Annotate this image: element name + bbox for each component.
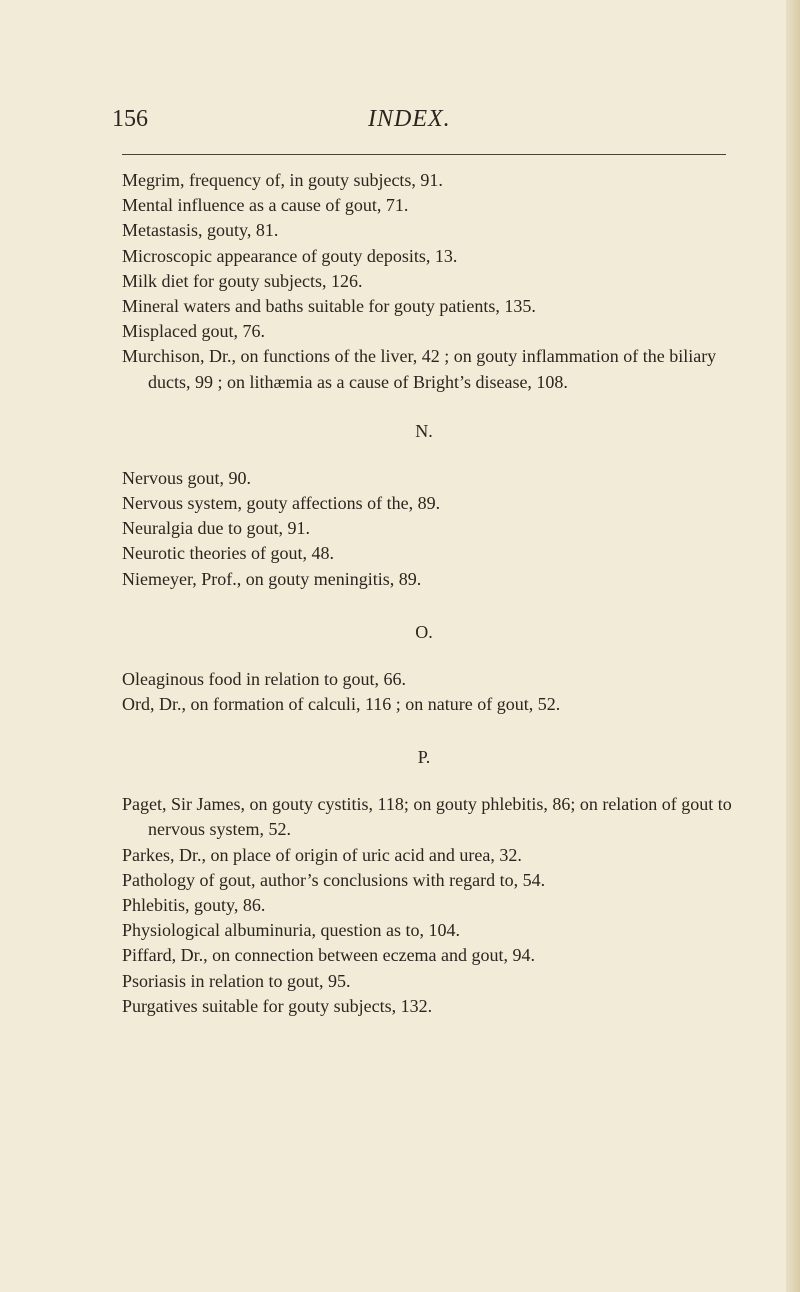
index-entry: Neurotic theories of gout, 48. [122,543,334,564]
index-entry: Misplaced gout, 76. [122,321,265,342]
index-entry: Megrim, frequency of, in gouty subjects, 91. [122,170,443,190]
index-section-n [122,419,762,592]
index-entry: Niemeyer, Prof., on gouty meningitis, 89. [122,568,422,589]
index-entry: Pathology of gout, author’s conclusions with regard to, 54. [122,869,546,890]
running-head [112,104,732,140]
index-entry: Phlebitis, gouty, 86. [122,895,266,916]
index-entry: Ord, Dr., on formation of calculi, 116 ; on nature of gout, 52. [122,694,561,715]
index-content [122,168,762,1019]
index-entry: Psoriasis in relation to gout, 95. [122,970,351,991]
section-letter-p: P. [417,747,431,768]
index-entry: Nervous system, gouty affections of the, 89. [122,493,441,514]
index-section-p [122,745,762,1019]
index-section-m [122,168,762,395]
index-entry: Paget, Sir James, on gouty cystitis, 118; on gouty phlebitis, 86; on relation of gout to nervous system, 52. [122,794,732,840]
index-entry: Milk diet for gouty subjects, 126. [122,270,363,291]
index-entry: Metastasis, gouty, 81. [122,220,279,241]
index-entry: Purgatives suitable for gouty subjects, 132. [122,995,433,1016]
index-entry: Murchison, Dr., on functions of the liver, 42 ; on gouty inflammation of the biliary ducts, 99 ; on lithæmia as a cause of Bright’s disease, 108. [122,346,717,392]
section-letter-n: N. [415,420,433,441]
index-entry: Piffard, Dr., on connection between eczema and gout, 94. [122,945,536,966]
page-title: INDEX. [368,106,451,132]
index-entry: Mental influence as a cause of gout, 71. [122,195,409,216]
index-entry: Mineral waters and baths suitable for gouty patients, 135. [122,296,536,317]
index-entry: Microscopic appearance of gouty deposits, 13. [122,245,458,266]
index-entry: Oleaginous food in relation to gout, 66. [122,668,406,689]
index-section-o [122,620,762,717]
page-number: 156 [112,106,148,132]
header-rule [122,154,726,155]
index-entry: Neuralgia due to gout, 91. [122,518,310,539]
index-entry: Nervous gout, 90. [122,467,251,488]
page-edge-shadow [786,0,800,1292]
index-entry: Parkes, Dr., on place of origin of uric acid and urea, 32. [122,844,522,865]
index-entry: Physiological albuminuria, question as to, 104. [122,920,460,941]
section-letter-o: O. [415,621,433,642]
